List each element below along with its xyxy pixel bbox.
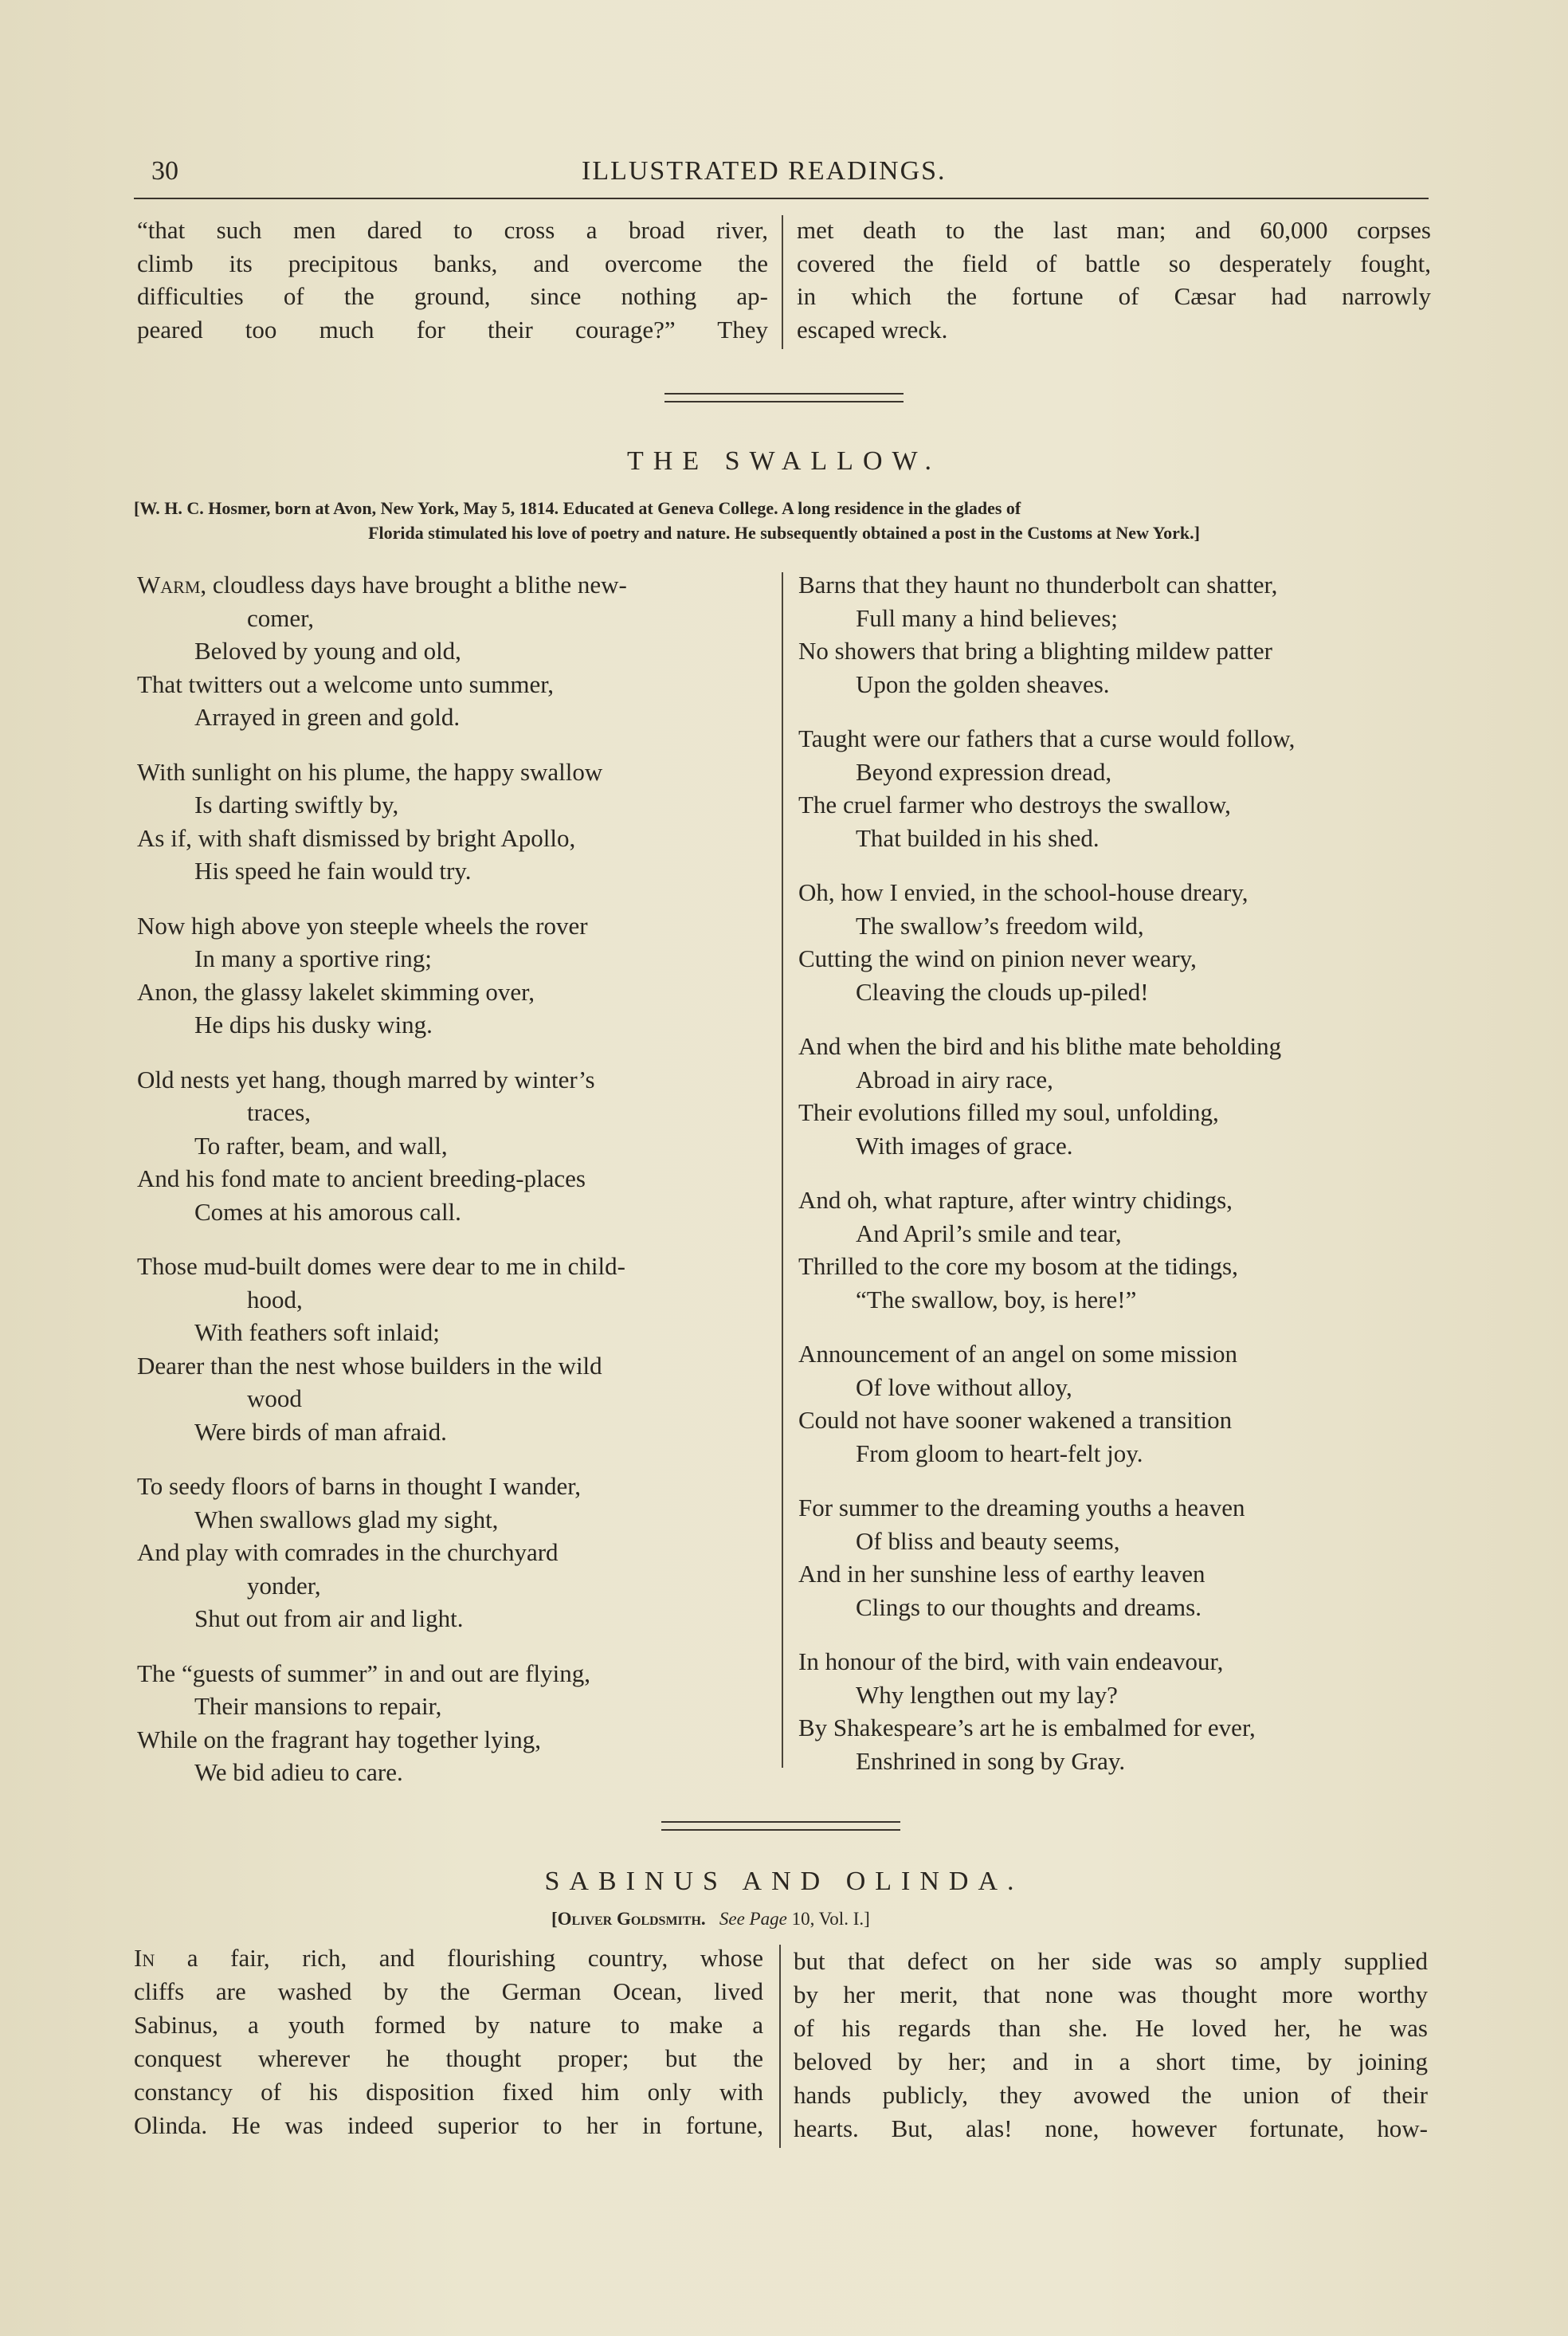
- verse-line-continuation: hood,: [247, 1285, 303, 1313]
- text-line: conquest wherever he thought proper; but the: [134, 2044, 763, 2072]
- verse-line: When swallows glad my sight,: [194, 1505, 499, 1533]
- verse-line: Were birds of man afraid.: [194, 1417, 447, 1446]
- section-divider: [664, 393, 904, 402]
- verse-line: In honour of the bird, with vain endeavour,: [798, 1647, 1224, 1675]
- verse-line: Oh, how I envied, in the school-house dreary,: [798, 878, 1249, 906]
- column-divider: [782, 572, 783, 1768]
- verse-line: With sunlight on his plume, the happy swallow: [137, 757, 603, 786]
- verse-line: Is darting swiftly by,: [194, 791, 399, 819]
- poem-byline-line-1: [W. H. C. Hosmer, born at Avon, New York, May 5, 1814. Educated at Geneva College. A long residence in the glades of: [134, 498, 1021, 518]
- verse-line: Arrayed in green and gold.: [194, 703, 461, 731]
- verse-line: Could not have sooner wakened a transition: [798, 1406, 1233, 1434]
- verse-line: To seedy floors of barns in thought I wander,: [137, 1472, 582, 1500]
- verse-line: And play with comrades in the churchyard: [137, 1538, 559, 1566]
- page-header: [151, 156, 1426, 196]
- verse-line: Why lengthen out my lay?: [856, 1680, 1118, 1709]
- text-line: Sabinus, a youth formed by nature to make a: [134, 2011, 763, 2039]
- citation-reference: 10, Vol. I.]: [786, 1909, 870, 1929]
- verse-line: Anon, the glassy lakelet skimming over,: [137, 977, 535, 1006]
- text-line: Olinda. He was indeed superior to her in fortune,: [134, 2111, 763, 2139]
- text-line: hearts. But, alas! none, however fortunate, how-: [794, 2114, 1428, 2142]
- verse-line: And when the bird and his blithe mate beholding: [798, 1032, 1282, 1060]
- text-line: difficulties of the ground, since nothing ap-: [137, 282, 768, 310]
- verse-line: Upon the golden sheaves.: [856, 669, 1110, 698]
- verse-line-continuation: traces,: [247, 1098, 312, 1126]
- stanza: [798, 1337, 1432, 1470]
- text-line: “that such men dared to cross a broad river,: [137, 216, 768, 244]
- verse-line: Of love without alloy,: [856, 1372, 1072, 1401]
- article-right-column: [794, 1945, 1428, 2146]
- stanza: [137, 756, 770, 888]
- verse-line: To rafter, beam, and wall,: [194, 1131, 448, 1160]
- verse-line: By Shakespeare’s art he is embalmed for ever,: [798, 1714, 1256, 1741]
- verse-line: Cutting the wind on pinion never weary,: [798, 944, 1197, 972]
- text-line: cliffs are washed by the German Ocean, lived: [134, 1977, 763, 2005]
- verse-line: Thrilled to the core my bosom at the tidings,: [798, 1252, 1238, 1280]
- column-divider: [779, 1945, 781, 2148]
- stanza: [798, 876, 1432, 1008]
- verse-line: Of bliss and beauty seems,: [856, 1526, 1120, 1555]
- stanza: [137, 1250, 770, 1448]
- stanza: [137, 1470, 770, 1635]
- verse-line: In many a sportive ring;: [194, 944, 432, 972]
- page-number: 30: [151, 156, 178, 186]
- stanza: [137, 568, 770, 734]
- verse-line: That builded in his shed.: [856, 823, 1100, 852]
- verse-line: Dearer than the nest whose builders in the wild: [137, 1351, 602, 1380]
- section-divider: [661, 1821, 900, 1831]
- drop-word: In: [134, 1944, 155, 1972]
- text-line: a fair, rich, and flourishing country, whose: [155, 1944, 763, 1972]
- verse-line: For summer to the dreaming youths a heaven: [798, 1494, 1245, 1521]
- text-line: but that defect on her side was so amply supplied: [794, 1947, 1428, 1975]
- stanza: [798, 1184, 1432, 1316]
- article-citation: [551, 1909, 870, 1930]
- verse-line: No showers that bring a blighting mildew patter: [798, 637, 1272, 665]
- poem-byline-line-2: Florida stimulated his love of poetry and nature. He subsequently obtained a post in the Customs at New York.]: [368, 523, 1200, 543]
- verse-line: Beyond expression dread,: [856, 757, 1112, 786]
- verse-line: Their evolutions filled my soul, unfolding,: [798, 1098, 1219, 1126]
- poem-right-column: [798, 568, 1432, 1799]
- verse-line: Shut out from air and light.: [194, 1604, 464, 1632]
- text-line: peared too much for their courage?” They: [137, 315, 768, 344]
- verse-line: Announcement of an angel on some mission: [798, 1340, 1238, 1368]
- verse-line: He dips his dusky wing.: [194, 1011, 433, 1038]
- verse-line: Beloved by young and old,: [194, 637, 461, 665]
- verse-line: Enshrined in song by Gray.: [856, 1746, 1126, 1775]
- verse-line: While on the fragrant hay together lying,: [137, 1725, 542, 1753]
- verse-line: Abroad in airy race,: [856, 1065, 1053, 1093]
- verse-line: Comes at his amorous call.: [194, 1197, 461, 1226]
- verse-line: Clings to our thoughts and dreams.: [856, 1592, 1201, 1621]
- verse-line: And in her sunshine less of earthy leaven: [798, 1560, 1205, 1588]
- poem-title: THE SWALLOW.: [627, 446, 941, 476]
- article-title: SABINUS AND OLINDA.: [544, 1867, 1024, 1896]
- header-rule: [134, 198, 1429, 199]
- text-line: by her merit, that none was thought more worthy: [794, 1981, 1428, 2008]
- verse-line: His speed he fain would try.: [194, 857, 472, 885]
- verse-line: And oh, what rapture, after wintry chidings,: [798, 1186, 1233, 1214]
- stanza: [798, 1491, 1432, 1623]
- stanza: [798, 722, 1432, 854]
- drop-word: Warm,: [137, 571, 207, 599]
- citation-author: [Oliver Goldsmith.: [551, 1909, 706, 1929]
- verse-line-continuation: yonder,: [247, 1571, 321, 1600]
- stanza: [137, 909, 770, 1042]
- citation-see: See Page: [719, 1909, 787, 1929]
- text-line: of his regards than she. He loved her, he was: [794, 2014, 1428, 2042]
- stanza: [137, 1657, 770, 1789]
- verse-line: cloudless days have brought a blithe new-: [206, 571, 627, 599]
- verse-line: With feathers soft inlaid;: [194, 1318, 440, 1346]
- verse-line: The “guests of summer” in and out are flying,: [137, 1659, 591, 1687]
- verse-line: Those mud-built domes were dear to me in child-: [137, 1252, 625, 1280]
- stanza: [798, 568, 1432, 701]
- verse-line: We bid adieu to care.: [194, 1758, 403, 1786]
- verse-line: Taught were our fathers that a curse would follow,: [798, 724, 1296, 752]
- column-divider: [782, 215, 783, 349]
- verse-line: Now high above yon steeple wheels the rover: [137, 911, 588, 940]
- running-head: ILLUSTRATED READINGS.: [582, 156, 947, 186]
- verse-line: The swallow’s freedom wild,: [856, 911, 1144, 940]
- stanza: [798, 1645, 1432, 1777]
- text-line: climb its precipitous banks, and overcome the: [137, 249, 768, 277]
- text-line: beloved by her; and in a short time, by joining: [794, 2047, 1428, 2075]
- verse-line: Old nests yet hang, though marred by winter’s: [137, 1065, 595, 1093]
- verse-line: And April’s smile and tear,: [856, 1219, 1122, 1247]
- text-line: constancy of his disposition fixed him only with: [134, 2078, 763, 2106]
- stanza: [137, 1063, 770, 1229]
- text-line: met death to the last man; and 60,000 corpses: [797, 216, 1431, 244]
- verse-line: Full many a hind believes;: [856, 603, 1118, 632]
- verse-line-continuation: comer,: [247, 603, 314, 632]
- text-line: covered the field of battle so desperately fought,: [797, 249, 1431, 277]
- verse-line: Barns that they haunt no thunderbolt can shatter,: [798, 571, 1278, 599]
- prev-article-right-column: [797, 214, 1431, 346]
- verse-line: That twitters out a welcome unto summer,: [137, 669, 555, 698]
- prev-article-left-column: [137, 214, 768, 346]
- verse-line: From gloom to heart-felt joy.: [856, 1439, 1143, 1467]
- article-left-column: [134, 1941, 763, 2142]
- text-line: in which the fortune of Cæsar had narrowly: [797, 282, 1431, 310]
- verse-line: With images of grace.: [856, 1131, 1073, 1160]
- verse-line: And his fond mate to ancient breeding-places: [137, 1164, 586, 1192]
- verse-line: Cleaving the clouds up-piled!: [856, 977, 1149, 1006]
- text-line: hands publicly, they avowed the union of their: [794, 2081, 1428, 2109]
- verse-line: “The swallow, boy, is here!”: [856, 1285, 1137, 1313]
- verse-line-continuation: wood: [247, 1384, 302, 1412]
- text-line: escaped wreck.: [797, 315, 948, 344]
- poem-left-column: [137, 568, 770, 1811]
- verse-line: As if, with shaft dismissed by bright Apollo,: [137, 823, 576, 852]
- verse-line: Their mansions to repair,: [194, 1692, 442, 1720]
- verse-line: The cruel farmer who destroys the swallow,: [798, 791, 1231, 819]
- stanza: [798, 1030, 1432, 1162]
